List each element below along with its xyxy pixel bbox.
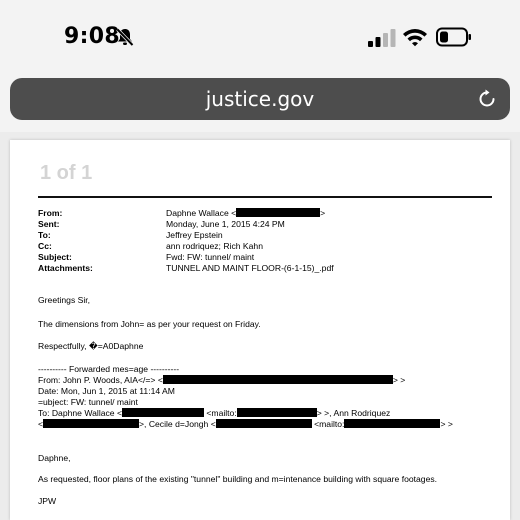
- header-label-from: From:: [38, 208, 63, 218]
- body-paragraph-2: As requested, floor plans of the existing "tunnel" building and m=intenance building with square footages.: [38, 474, 438, 484]
- page-indicator: 1 of 1: [40, 162, 93, 184]
- reload-icon[interactable]: [476, 88, 498, 110]
- header-label-attachments: Attachments:: [38, 263, 93, 273]
- header-label-to: To:: [38, 230, 51, 240]
- status-bar: [0, 0, 520, 78]
- header-value-from: Daphne Wallace < >: [166, 208, 326, 218]
- forwarded-header: ---------- Forwarded mes=age ----------: [38, 364, 180, 374]
- header-value-subject: Fwd: FW: tunnel/ maint: [166, 252, 255, 262]
- url-text[interactable]: justice.gov: [205, 87, 315, 111]
- salutation: Daphne,: [38, 453, 71, 463]
- body-paragraph-1: The dimensions from John= as per your request on Friday.: [38, 319, 261, 329]
- bell-muted-icon: [115, 27, 135, 47]
- forwarded-cc: < >, Cecile d=Jongh < <mailto: > >: [38, 419, 453, 429]
- redaction-bar: [216, 419, 312, 428]
- redaction-bar: [43, 419, 139, 428]
- sender-initials: JPW: [38, 496, 57, 506]
- redaction-bar: [122, 408, 204, 417]
- redaction-bar: [237, 408, 317, 417]
- address-bar[interactable]: [10, 78, 510, 120]
- cellular-signal-icon: [368, 29, 396, 47]
- header-value-to: Jeffrey Epstein: [166, 230, 223, 240]
- status-time: 9:08: [64, 24, 120, 49]
- pdf-page: [10, 140, 510, 520]
- signoff: Respectfully, �=A0Daphne: [38, 341, 144, 351]
- redaction-bar: [344, 419, 440, 428]
- forwarded-subject: =ubject: FW: tunnel/ maint: [38, 397, 138, 407]
- header-value-attachments: TUNNEL AND MAINT FLOOR-(6-1-15)_.pdf: [166, 263, 334, 273]
- header-value-cc: ann rodriquez; Rich Kahn: [166, 241, 263, 251]
- wifi-icon: [402, 27, 428, 47]
- battery-icon: [436, 27, 472, 47]
- header-rule: [38, 196, 492, 198]
- browser-toolbar: [0, 78, 520, 132]
- header-value-sent: Monday, June 1, 2015 4:24 PM: [166, 219, 285, 229]
- header-label-sent: Sent:: [38, 219, 60, 229]
- redaction-bar: [163, 375, 393, 384]
- forwarded-date: Date: Mon, Jun 1, 2015 at 11:14 AM: [38, 386, 175, 396]
- greeting: Greetings Sir,: [38, 295, 91, 305]
- forwarded-from: From: John P. Woods, AIA</=> < > >: [38, 375, 406, 385]
- header-label-cc: Cc:: [38, 241, 52, 251]
- redaction-bar: [236, 208, 320, 217]
- forwarded-to: To: Daphne Wallace < <mailto: > >, Ann Rodriquez: [38, 408, 391, 418]
- header-label-subject: Subject:: [38, 252, 72, 262]
